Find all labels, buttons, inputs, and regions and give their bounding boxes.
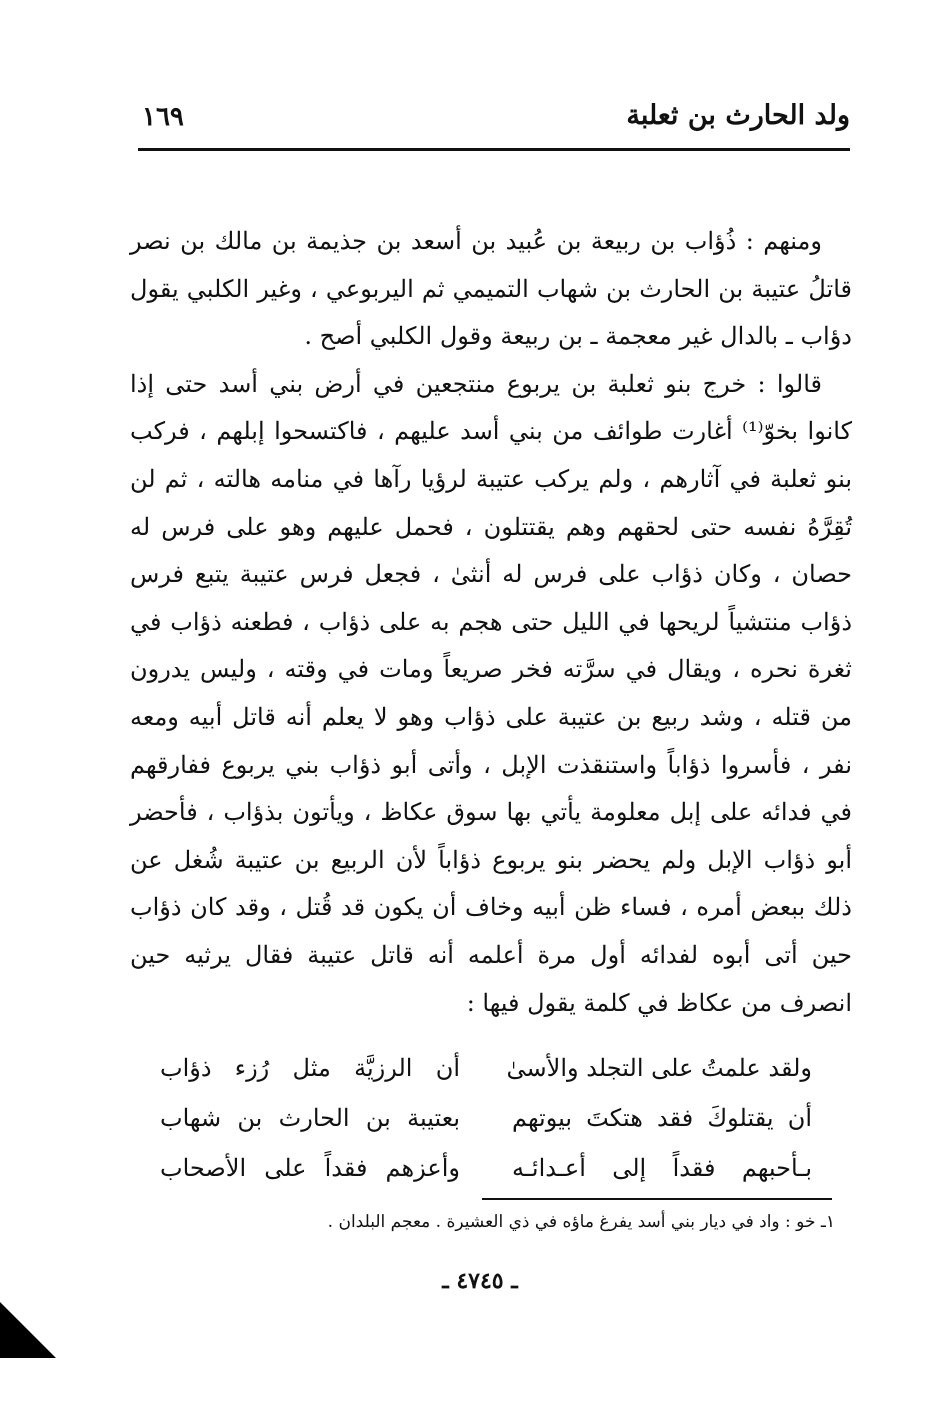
header-divider bbox=[138, 148, 850, 151]
verse-first-hemistich: بـأحبهم فقداً إلى أعـدائـه bbox=[512, 1154, 812, 1182]
corner-triangle-icon bbox=[0, 1302, 56, 1358]
verse-line bbox=[160, 1143, 812, 1193]
header-title: ولد الحارث بن ثعلبة bbox=[626, 100, 850, 131]
footnote: ١ـ خو : واد في ديار بني أسد يفرغ ماؤه في ذي العشيرة . معجم البلدان . bbox=[327, 1212, 835, 1232]
footer-page-number: ـ ٤٧٤٥ ـ bbox=[442, 1268, 518, 1294]
footnote-divider bbox=[482, 1198, 832, 1200]
verse-line bbox=[160, 1093, 812, 1143]
verse-first-hemistich: ولقد علمتُ على التجلد والأسىٰ bbox=[506, 1054, 812, 1082]
paragraph-1: ومنهم : ذُؤاب بن ربيعة بن عُبيد بن أسعد بن جذيمة بن مالك بن نصر قاتلُ عتيبة بن الحارث بن شهاب التميمي ثم اليربوعي ، وغير الكلبي يقول دؤاب ـ بالدال غير معجمة ـ بن ربيعة وقول الكلبي أصح . bbox=[130, 227, 852, 351]
poem-verses bbox=[160, 1043, 812, 1193]
verse-first-hemistich: أن يقتلوكَ فقد هتكتَ بيوتهم bbox=[512, 1104, 812, 1132]
verse-line bbox=[160, 1043, 812, 1093]
verse-second-hemistich: وأعزهم فقداً على الأصحاب bbox=[160, 1154, 460, 1182]
paragraph-2: قالوا : خرج بنو ثعلبة بن يربوع منتجعين في أرض بني أسد حتى إذا كانوا بخوّ⁽¹⁾ أغارت طوائف من بني أسد عليهم ، فاكتسحوا إبلهم ، فركب بنو ثعلبة في آثارهم ، ولم يركب عتيبة لرؤيا رآها في منامه هالته ، ثم لن تُقِرَّهُ نفسه حتى لحقهم وهم يقتتلون ، فحمل عليهم وهو على فرس له حصان ، وكان ذؤاب على فرس له أنثىٰ ، فجعل فرس عتيبة يتبع فرس ذؤاب منتشياً لريحها في الليل حتى هجم به على ذؤاب ، فطعنه ذؤاب في ثغرة نحره ، ويقال في سرَّته فخر صريعاً ومات في وقته ، وليس يدرون من قتله ، وشد ربيع بن عتيبة على ذؤاب وهو لا يعلم أنه قاتل أبيه ومعه نفر ، فأسروا ذؤاباً واستنقذت الإبل ، وأتى أبو ذؤاب بني يربوع ففارقهم في فدائه على إبل معلومة يأتي بها سوق عكاظ ، ويأتون بذؤاب ، فأحضر أبو ذؤاب الإبل ولم يحضر بنو يربوع ذؤاباً لأن الربيع بن عتيبة شُغل عن ذلك ببعض أمره ، فساء ظن أبيه وخاف أن يكون قد قُتل ، وقد كان ذؤاب حين أتى أبوه لفدائه أول مرة أعلمه أنه قاتل عتيبة فقال يرثيه حين انصرف من عكاظ في كلمة يقول فيها : bbox=[130, 369, 853, 1017]
verse-second-hemistich: أن الرزيَّة مثل رُزء ذؤاب bbox=[160, 1054, 460, 1082]
running-header bbox=[138, 100, 850, 140]
header-page-number: ١٦٩ bbox=[142, 102, 184, 132]
main-text bbox=[130, 218, 852, 1027]
verse-second-hemistich: بعتيبة بن الحارث بن شهاب bbox=[160, 1104, 460, 1132]
